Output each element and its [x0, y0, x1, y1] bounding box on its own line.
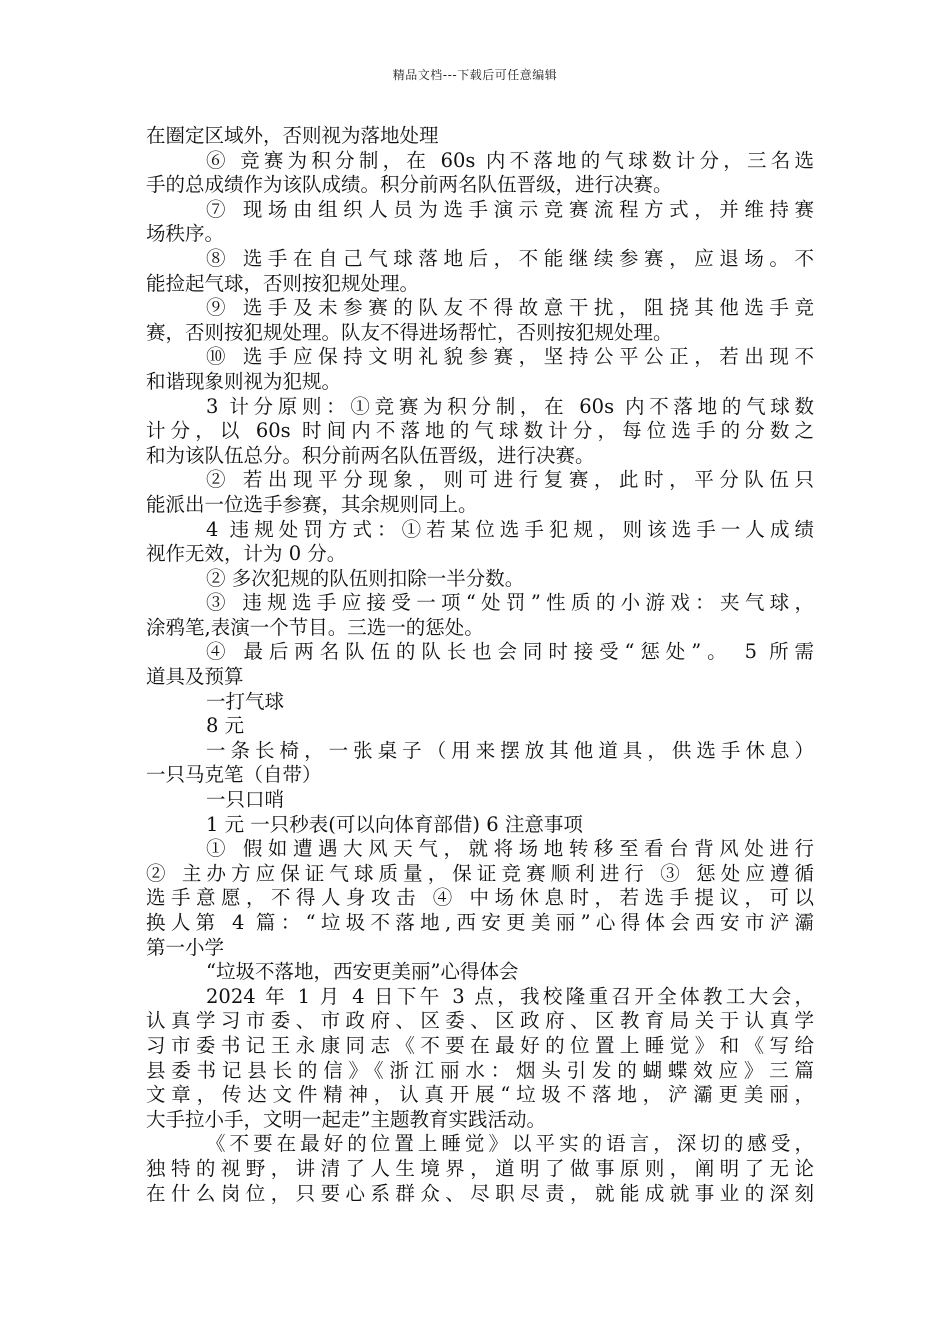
- text-line: 3 计分原则：①竞赛为积分制，在 60s 内不落地的气球数: [206, 394, 814, 418]
- page-header: 精品文档---下载后可任意编辑: [392, 68, 558, 82]
- text-line: ② 多次犯规的队伍则扣除一半分数。: [206, 566, 525, 590]
- text-line: 场秩序。: [146, 222, 225, 246]
- text-line: ⑩ 选手应保持文明礼貌参赛，坚持公平公正，若出现不: [206, 345, 814, 369]
- text-line: 能捡起气球，否则按犯规处理。: [146, 271, 420, 295]
- text-line: 视作无效，计为 0 分。: [146, 542, 347, 566]
- text-line: 大手拉小手，文明一起走”主题教育实践活动。: [146, 1107, 546, 1131]
- text-line: 在圈定区域外，否则视为落地处理: [146, 124, 439, 147]
- text-line: 选手意愿，不得人身攻击 ④ 中场休息时，若选手提议，可以: [146, 886, 814, 910]
- text-line: 县委书记县长的信》《浙江丽水：烟头引发的蝴蝶效应》三篇: [146, 1058, 814, 1082]
- text-line: 《不要在最好的位置上睡觉》以平实的语言，深切的感受，: [206, 1132, 814, 1156]
- text-line: 一只马克笔（自带）: [146, 763, 322, 787]
- text-line: ⑧ 选手在自己气球落地后，不能继续参赛，应退场。不: [206, 246, 814, 270]
- text-line: 2024 年 1 月 4 日下午 3 点，我校隆重召开全体教工大会，: [206, 984, 814, 1008]
- text-line: 和谐现象则视为犯规。: [146, 369, 342, 393]
- text-line: ④ 最后两名队伍的队长也会同时接受“惩处”。 5 所需: [206, 640, 814, 664]
- text-line: ⑨ 选手及未参赛的队友不得故意干扰，阻挠其他选手竞: [206, 296, 814, 320]
- document-body: [146, 124, 814, 1206]
- text-line: 独特的视野，讲清了人生境界，道明了做事原则，阐明了无论: [146, 1156, 814, 1180]
- text-line: 手的总成绩作为该队成绩。积分前两名队伍晋级，进行决赛。: [146, 173, 673, 197]
- text-line: ⑦ 现场由组织人员为选手演示竞赛流程方式，并维持赛: [206, 197, 814, 221]
- text-line: “垃圾不落地，西安更美丽”心得体会: [206, 960, 519, 984]
- text-line: ② 主办方应保证气球质量，保证竞赛顺利进行 ③ 惩处应遵循: [146, 861, 814, 885]
- text-line: ③ 违规选手应接受一项“处罚”性质的小游戏：夹气球，: [206, 591, 814, 615]
- text-line: 第一小学: [146, 935, 225, 959]
- text-line: ② 若出现平分现象，则可进行复赛，此时，平分队伍只: [206, 468, 814, 492]
- text-line: ⑥ 竞赛为积分制，在 60s 内不落地的气球数计分，三名选: [206, 148, 814, 172]
- text-line: 在什么岗位，只要心系群众、尽职尽责，就能成就事业的深刻: [146, 1181, 814, 1205]
- text-line: 赛，否则按犯规处理。队友不得进场帮忙，否则按犯规处理。: [146, 320, 673, 344]
- text-line: 和为该队伍总分。积分前两名队伍晋级，进行决赛。: [146, 443, 595, 467]
- text-line: 8 元: [206, 714, 245, 738]
- text-line: 习市委书记王永康同志《不要在最好的位置上睡觉》和《写给: [146, 1033, 814, 1057]
- text-line: ① 假如遭遇大风天气，就将场地转移至看台背风处进行: [206, 837, 814, 861]
- text-line: 一打气球: [206, 689, 285, 713]
- text-line: 4 违规处罚方式：①若某位选手犯规，则该选手一人成绩: [206, 517, 814, 541]
- text-line: 1 元 一只秒表(可以向体育部借) 6 注意事项: [206, 812, 583, 836]
- text-line: 能派出一位选手参赛，其余规则同上。: [146, 492, 478, 516]
- text-line: 换人第 4 篇：“垃圾不落地,西安更美丽”心得体会西安市浐灞: [146, 911, 814, 934]
- text-line: 一只口哨: [206, 788, 285, 812]
- text-line: 文章，传达文件精神，认真开展“垃圾不落地，浐灞更美丽，: [146, 1083, 814, 1107]
- text-line: 涂鸦笔,表演一个节目。三选一的惩处。: [146, 615, 484, 639]
- text-line: 道具及预算: [146, 665, 244, 689]
- text-line: 计分，以 60s 时间内不落地的气球数计分，每位选手的分数之: [146, 419, 814, 443]
- text-line: 一条长椅，一张桌子（用来摆放其他道具，供选手休息）: [206, 738, 814, 762]
- text-line: 认真学习市委、市政府、区委、区政府、区教育局关于认真学: [146, 1009, 814, 1033]
